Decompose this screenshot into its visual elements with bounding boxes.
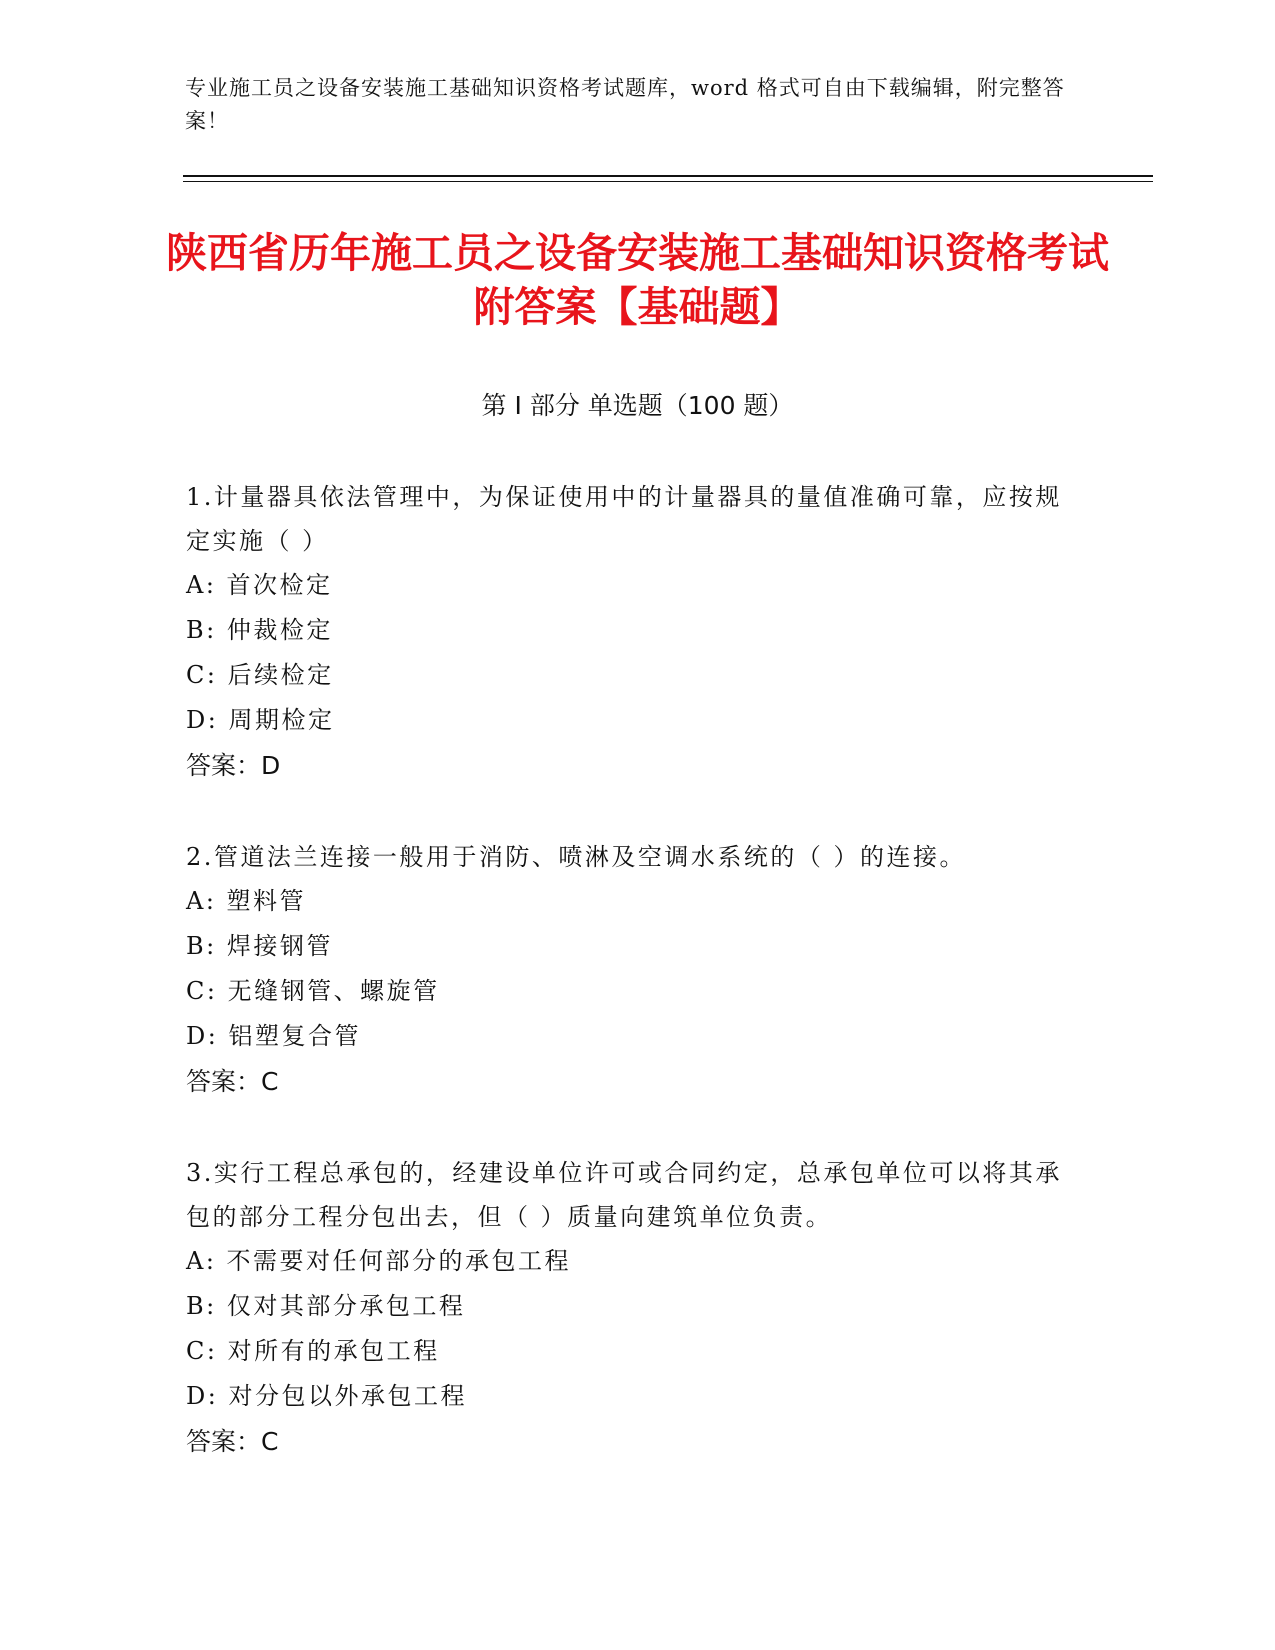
header-divider xyxy=(183,175,1153,177)
question-2 xyxy=(186,835,1076,1105)
question-text: 1.计量器具依法管理中，为保证使用中的计量器具的量值准确可靠，应按规定实施（ ） xyxy=(186,483,1062,555)
option-c: C: 后续检定 xyxy=(186,661,334,689)
option-d: D: 周期检定 xyxy=(186,706,335,734)
option-d: D: 对分包以外承包工程 xyxy=(186,1382,467,1410)
option-c: C: 对所有的承包工程 xyxy=(186,1337,440,1365)
option-b: B: 仲裁检定 xyxy=(186,616,333,644)
option-a: A: 不需要对任何部分的承包工程 xyxy=(186,1247,572,1275)
header-note: 专业施工员之设备安装施工基础知识资格考试题库，word 格式可自由下载编辑，附完整答案！ xyxy=(185,76,1065,133)
question-text: 3.实行工程总承包的，经建设单位许可或合同约定，总承包单位可以将其承包的部分工程分包出去，但（ ）质量向建筑单位负责。 xyxy=(186,1159,1062,1231)
document-title: 陕西省历年施工员之设备安装施工基础知识资格考试附答案【基础题】 xyxy=(166,229,1109,331)
answer: 答案：C xyxy=(186,1427,279,1456)
question-3 xyxy=(186,1151,1076,1465)
question-list xyxy=(186,475,1076,1511)
answer: 答案：D xyxy=(186,751,281,780)
option-b: B: 焊接钢管 xyxy=(186,932,333,960)
question-text: 2.管道法兰连接一般用于消防、喷淋及空调水系统的（ ）的连接。 xyxy=(186,843,967,871)
option-b: B: 仅对其部分承包工程 xyxy=(186,1292,466,1320)
option-a: A: 首次检定 xyxy=(186,571,333,599)
option-c: C: 无缝钢管、螺旋管 xyxy=(186,977,440,1005)
header-divider-thin xyxy=(183,181,1153,182)
answer: 答案：C xyxy=(186,1067,279,1096)
section-title: 第 I 部分 单选题（100 题） xyxy=(481,391,794,420)
question-1 xyxy=(186,475,1076,789)
option-d: D: 铝塑复合管 xyxy=(186,1022,361,1050)
option-a: A: 塑料管 xyxy=(186,887,307,915)
